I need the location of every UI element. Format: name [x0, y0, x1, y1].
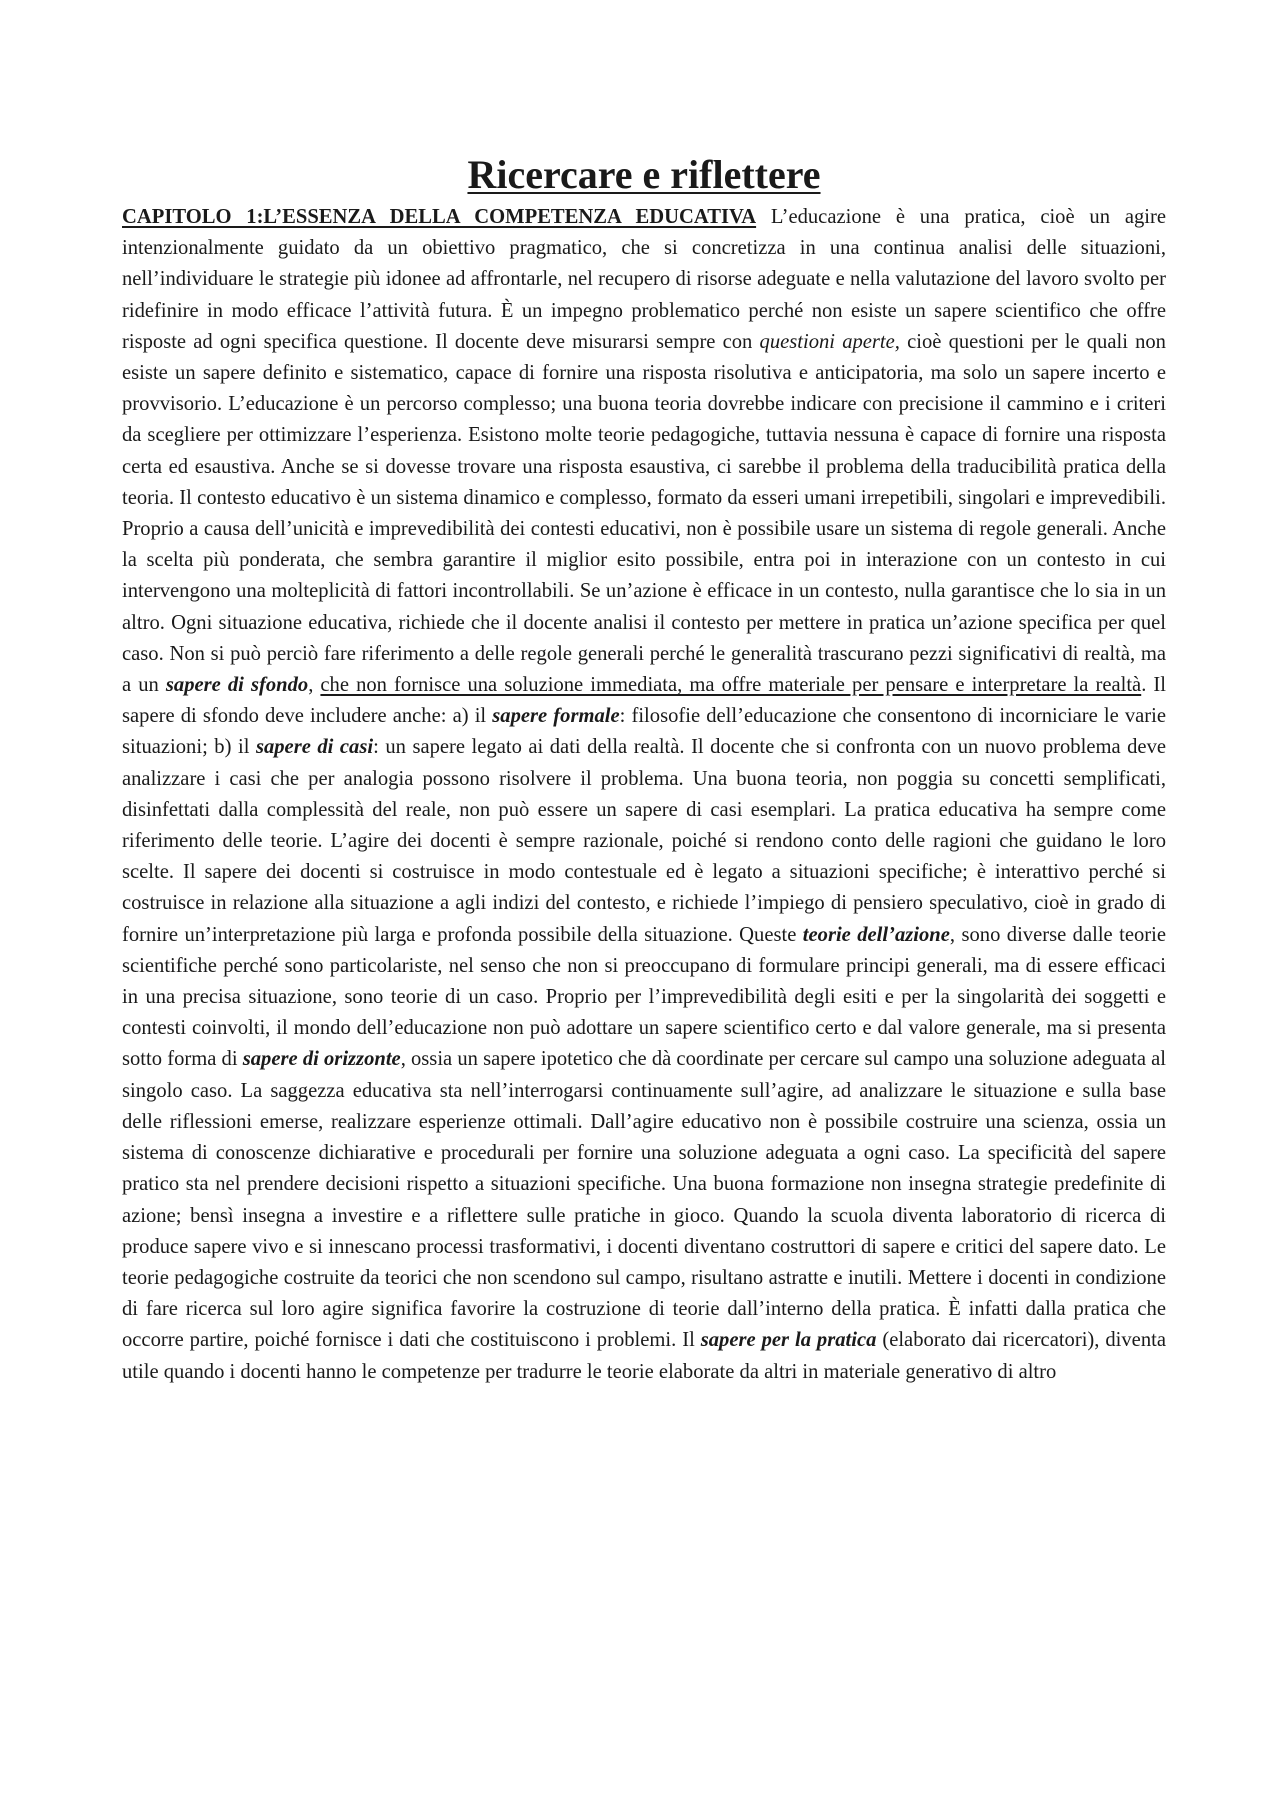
body-paragraph [122, 202, 1166, 1388]
text-run: (elaborato dai ricercatori), diventa utile quando i docenti hanno le competenze per tradurre le teorie elaborate da altri in materiale generativo di altro [122, 1329, 1166, 1383]
key-term: sapere formale [492, 705, 620, 728]
key-term: sapere per la pratica [700, 1329, 877, 1352]
text-run: , sono diverse dalle teorie scientifiche perché sono particolariste, nel senso che non si preoccupano di formulare principi generali, ma di essere efficaci in una precisa situazione, sono teorie di un caso. Proprio per l’imprevedibilità degli esiti e per la singolarità dei soggetti e contesti coinvolti, il mondo dell’educazione non può adottare un sapere scientifico certo e dal valore generale, ma si presenta sotto forma di [122, 923, 1166, 1071]
key-term: teorie dell’azione [802, 923, 950, 946]
chapter-heading: CAPITOLO 1:L’ESSENZA DELLA COMPETENZA EDUCATIVA [122, 206, 757, 228]
key-term: sapere di sfondo [165, 674, 309, 697]
text-run: L’educazione è una pratica, cioè un agire intenzionalmente guidato da un obiettivo pragmatico, che si concretizza in una continua analisi delle situazioni, nell’individuare le strategie più idonee ad affrontarle, nel recupero di risorse adeguate e nella valutazione del lavoro svolto per ridefinire in modo efficace l’attività futura. È un impegno problematico perché non esiste un sapere scientifico che offre risposte ad ogni specifica questione. Il docente deve misurarsi sempre con [122, 206, 1166, 353]
document-page [122, 148, 1166, 1388]
underlined-definition: che non fornisce una soluzione immediata, ma offre materiale per pensare e interpretare la realtà [320, 674, 1142, 697]
text-run: , [308, 674, 321, 697]
text-run: , ossia un sapere ipotetico che dà coordinate per cercare sul campo una soluzione adeguata al singolo caso. La saggezza educativa sta nell’interrogarsi continuamente sull’agire, ad analizzare le situazione e sulla base delle riflessioni emerse, realizzare esperienze ottimali. Dall’agire educativo non è possibile costruire una scienza, ossia un sistema di conoscenze dichiarative e procedurali per fornire una soluzione adeguata a ogni caso. La specificità del sapere pratico sta nel prendere decisioni rispetto a situazioni specifiche. Una buona formazione non insegna strategie predefinite di azione; bensì insegna a investire e a riflettere sulle pratiche in gioco. Quando la scuola diventa laboratorio di ricerca di produce sapere vivo e si innescano processi trasformativi, i docenti diventano costruttori di sapere e critici del sapere dato. Le teorie pedagogiche costruite da teorici che non scendono sul campo, risultano astratte e inutili. Mettere i docenti in condizione di fare ricerca sul loro agire significa favorire la costruzione di teorie dall’interno della pratica. È infatti dalla pratica che occorre partire, poiché fornisce i dati che costituiscono i problemi. Il [122, 1048, 1166, 1352]
text-run: : un sapere legato ai dati della realtà. Il docente che si confronta con un nuovo problema deve analizzare i casi che per analogia possono risolvere il problema. Una buona teoria, non poggia su concetti semplificati, disinfettati dalla complessità del reale, non può essere un sapere di casi esemplari. La pratica educativa ha sempre come riferimento delle teorie. L’agire dei docenti è sempre razionale, poiché si rendono conto delle ragioni che guidano le loro scelte. Il sapere dei docenti si costruisce in modo contestuale ed è legato a situazioni specifiche; è interattivo perché si costruisce in relazione alla situazione a agli indizi del contesto, e richiede l’impiego di pensiero speculativo, cioè in grado di fornire un’interpretazione più larga e profonda possibile della situazione. Queste [122, 736, 1167, 946]
key-term: sapere di casi [255, 736, 374, 759]
text-run: . Il sapere di sfondo deve includere anche: a) il [122, 674, 1167, 728]
text-run: : filosofie dell’educazione che consentono di incorniciare le varie situazioni; b) il [122, 705, 1167, 759]
key-term: sapere di orizzonte [242, 1048, 401, 1071]
text-run: cioè questioni per le quali non esiste un sapere definito e sistematico, capace di fornire una risposta risolutiva e anticipatoria, ma solo un sapere incerto e provvisorio. L’educazione è un percorso complesso; una buona teoria dovrebbe indicare con precisione il cammino e i criteri da scegliere per ottimizzare l’esperienza. Esistono molte teorie pedagogiche, tuttavia nessuna è capace di fornire una risposta certa ed esaustiva. Anche se si dovesse trovare una risposta esaustiva, ci sarebbe il problema della traducibilità pratica della teoria. Il contesto educativo è un sistema dinamico e complesso, formato da esseri umani irrepetibili, singolari e imprevedibili. Proprio a causa dell’unicità e imprevedibilità dei contesti educativi, non è possibile usare un sistema di regole generali. Anche la scelta più ponderata, che sembra garantire il miglior esito possibile, entra poi in interazione con un contesto in cui intervengono una molteplicità di fattori incontrollabili. Se un’azione è efficace in un contesto, nulla garantisce che lo sia in un altro. Ogni situazione educativa, richiede che il docente analisi il contesto per mettere in pratica un’azione specifica per quel caso. Non si può perciò fare riferimento a delle regole generali perché le generalità trascurano pezzi significativi di realtà, ma a un [122, 330, 1166, 697]
document-title: Ricercare e riflettere [467, 152, 821, 197]
italic-term: questioni aperte, [759, 330, 900, 353]
